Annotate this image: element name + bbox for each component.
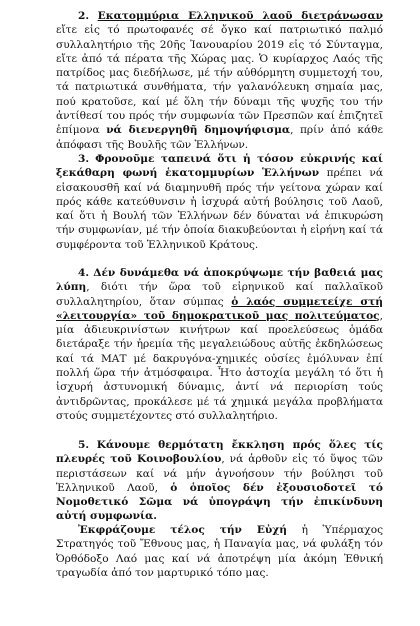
paragraph-2-lead: Εκατομμύρια Ελληνικοῦ λαοῦ διετράνωσαν [97, 10, 384, 22]
paragraph-2-text-a: εἴτε εἰς τό πρωτοφανές σέ ὄγκο καί πατριωτικό παλμό συλλαλητήριο τῆς 20ῆς Ἰανουαρίου 2019 εἰς τό Σύνταγμα, εἴτε ἀπό τά πέρατα τῆς Χώρας μας. Ὁ κυρίαρχος Λαός τῆς πατρίδος μας διεδήλωσε, μέ τήν αὐθόρμητη συμμετοχή του, τά πατριωτικά συνθήματα, τήν γαλανόλευκη σημαία μας, πού κρατοῦσε, καί μέ ὅλη τήν δύναμι τῆς ψυχῆς του τήν ἀντίθεσί του πρός τήν συμφωνία τῶν Πρεσπῶν καί ἐπιζητεῖ ἐπίμονα [56, 24, 383, 137]
paragraph-5-number: 5. [78, 439, 90, 451]
closing-paragraph-text: ἡ Ὑπέρμαχος Στρατηγός τοῦ Ἔθνους μας, ἡ Παναγία μας, νά φυλάξη τόν Ὀρθόδοξο Λαό μας καί νά ἀποτρέψη μία ἀκόμη Ἐθνική τραγωδία ἀπό τον μαρτυρικό τόπο μας. [56, 524, 384, 579]
paragraph-3-number: 3. [78, 153, 90, 165]
paragraph-4-number: 4. [78, 267, 90, 279]
paragraph-2 [56, 9, 383, 152]
closing-paragraph [56, 523, 383, 580]
paragraph-5-lead: Κάνουμε θερμότατη ἔκκληση πρός ὅλες τίς πλευρές τοῦ Κοινοβουλίου [56, 439, 383, 466]
paragraph-2-text-b: , πρίν ἀπό κάθε ἀπόφασι τῆς Βουλῆς τῶν Ἑλλήνων. [56, 124, 383, 151]
paragraph-4-lead: Δέν δυνάμεθα νά ἀποκρύψωμε τήν βαθειά μας λύπη [56, 267, 383, 294]
closing-paragraph-lead: Ἐκφράζουμε τέλος τήν Εὐχή [78, 524, 287, 536]
paragraph-5-text: , νά ἀρθοῦν εἰς τό ὕψος τῶν περιστάσεων καί νά μήν ἀγνοήσουν τήν βούλησι τοῦ Ἑλληνικοῦ Λαοῦ, [56, 453, 383, 494]
paragraph-4-text-a: , διότι τήν ὥρα τοῦ εἰρηνικοῦ καί παλλαϊκοῦ συλλαλητηρίου, ὅταν σύμπας [56, 281, 383, 308]
paragraph-5 [56, 438, 383, 524]
paragraph-2-number: 2. [78, 10, 90, 22]
paragraph-3-lead: Φρονοῦμε ταπεινά ὅτι ἡ τόσον εὐκρινής καί ξεκάθαρη φωνή ἑκατομμυρίων Ἑλλήνων [56, 153, 383, 180]
paragraph-4 [56, 266, 383, 423]
paragraph-4-text-b: , μία ἀδιευκρινίστων κινήτρων καί προελεύσεως ὁμάδα διετάραξε τήν ἠρεμία τῆς μεγαλειώδους αὐτῆς ἐκδηλώσεως καί τά ΜΑΤ μέ δακρυγόνα-χημικές οὐσίες ἐμόλυναν ἐπί πολλή ὥρα τήν ἀτμόσφαιρα. Ἦτο ἀστοχία μεγάλη τό ὅτι ἡ ἰσχυρή ἀστυνομική δύναμις, ἀντί νά περιορίση τούς ἀντιδρῶντας, προκάλεσε μέ τά χημικά μεγάλα προβλήματα στούς συμμετέχοντες στό συλλαλητήριο. [56, 309, 383, 422]
paragraph-4-emphasis: ὁ λαός συμμετείχε στή «λειτουργία» τοῦ δημοκρατικοῦ μας πολιτεύματος [56, 295, 383, 322]
paragraph-3 [56, 152, 383, 252]
paragraph-5-emphasis: ὁ ὁποῖος δέν ἐξουσιοδοτεῖ τό Νομοθετικό Σῶμα νά ὑπογράψη τήν ἐπικίνδυνη αὐτή συμφωνία. [56, 481, 384, 523]
paragraph-3-text: πρέπει νά εἰσακουσθῆ καί νά διαμηνυθῆ πρός τήν γείτονα χώραν καί πρός κάθε κατεύθυνσιν ἡ ἰσχυρά αὐτή βούλησις τοῦ Λαοῦ, καί ὅτι ἡ Βουλή τῶν Ἑλλήνων δέν δύναται νά ἐπικυρώση τήν συμφωνίαν, μέ τήν ὁποία διακυβεύονται ἡ εἰρήνη καί τά συμφέροντα τοῦ Ἑλληνικοῦ Κράτους. [56, 167, 383, 251]
paragraph-2-emphasis: νά διενεργηθῆ δημοψήφισμα [106, 124, 291, 137]
